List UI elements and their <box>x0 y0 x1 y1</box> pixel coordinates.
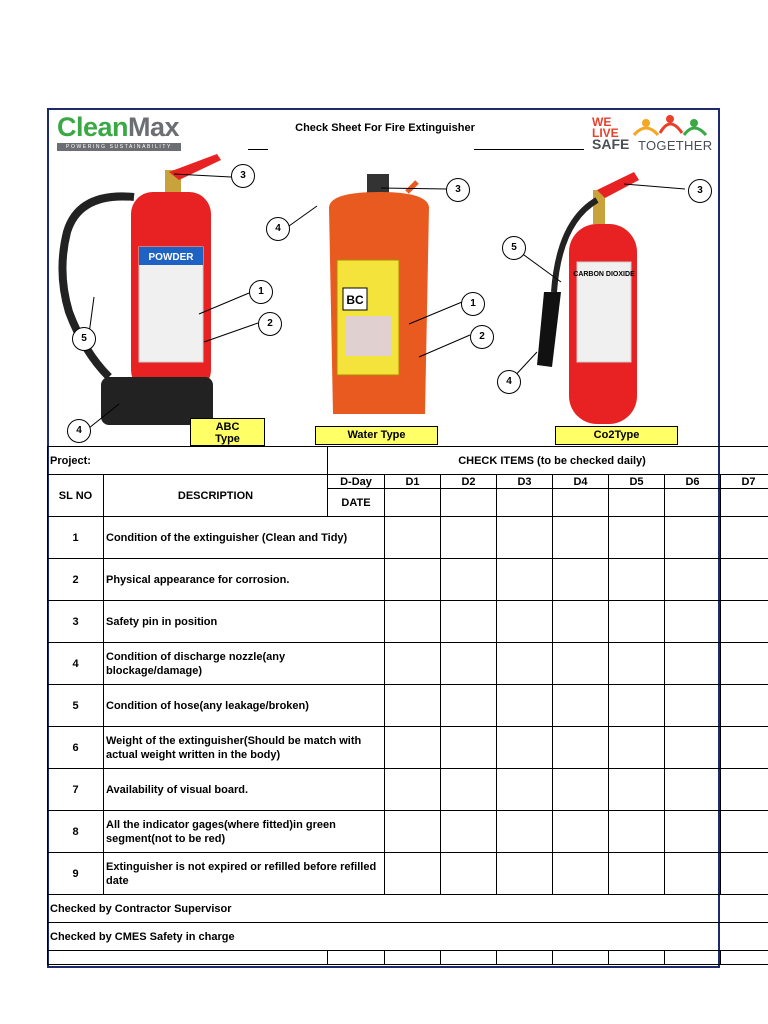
check-cell[interactable] <box>441 559 497 601</box>
date-cell[interactable] <box>721 489 768 517</box>
check-cell[interactable] <box>721 811 768 853</box>
check-cell[interactable] <box>441 601 497 643</box>
co2-label-text: CARBON DIOXIDE <box>573 271 635 278</box>
check-cell[interactable] <box>721 517 768 559</box>
check-cell[interactable] <box>609 769 665 811</box>
check-cell[interactable] <box>497 811 553 853</box>
slogan-safe: SAFE <box>592 136 630 152</box>
check-cell[interactable] <box>553 517 609 559</box>
check-cell[interactable] <box>441 643 497 685</box>
check-cell[interactable] <box>553 559 609 601</box>
callout-water-2: 2 <box>470 325 494 349</box>
col-header-dday: D-Day <box>328 475 385 489</box>
logo-tagline: POWERING SUSTAINABILITY <box>57 143 181 151</box>
date-cell[interactable] <box>385 489 441 517</box>
table-row <box>48 685 768 727</box>
row-description: Condition of the extinguisher (Clean and Tidy) <box>104 517 385 559</box>
check-cell[interactable] <box>665 601 721 643</box>
check-cell[interactable] <box>441 853 497 895</box>
check-cell[interactable] <box>385 811 441 853</box>
check-cell[interactable] <box>665 727 721 769</box>
check-cell[interactable] <box>497 769 553 811</box>
row-sl-no: 4 <box>48 643 104 685</box>
contractor-signoff-row <box>48 895 768 923</box>
extinguisher-figures <box>49 152 718 447</box>
check-cell[interactable] <box>385 559 441 601</box>
check-cell[interactable] <box>497 559 553 601</box>
row-description: Physical appearance for corrosion. <box>104 559 385 601</box>
we-live-safe-together-logo <box>590 113 715 153</box>
check-cell[interactable] <box>721 685 768 727</box>
callout-abc-4: 4 <box>67 419 91 443</box>
abc-type-label: ABC Type <box>190 418 265 446</box>
check-items-table <box>47 446 768 965</box>
check-items-heading: CHECK ITEMS (to be checked daily) <box>328 447 768 475</box>
check-cell[interactable] <box>665 769 721 811</box>
callout-water-4: 4 <box>266 217 290 241</box>
table-row <box>48 559 768 601</box>
check-cell[interactable] <box>609 517 665 559</box>
check-cell[interactable] <box>721 643 768 685</box>
slogan-together: TOGETHER <box>638 138 713 153</box>
col-header-day: D5 <box>609 475 665 489</box>
abc-label-text: POWDER <box>148 252 194 263</box>
check-cell[interactable] <box>721 853 768 895</box>
check-cell[interactable] <box>385 769 441 811</box>
check-cell[interactable] <box>721 601 768 643</box>
col-header-day: D2 <box>441 475 497 489</box>
row-sl-no: 1 <box>48 517 104 559</box>
row-description: Safety pin in position <box>104 601 385 643</box>
check-cell[interactable] <box>609 643 665 685</box>
check-cell[interactable] <box>609 853 665 895</box>
check-cell[interactable] <box>553 601 609 643</box>
callout-abc-3: 3 <box>231 164 255 188</box>
row-sl-no: 9 <box>48 853 104 895</box>
check-cell[interactable] <box>665 811 721 853</box>
check-cell[interactable] <box>665 643 721 685</box>
header-row-1 <box>48 475 768 489</box>
check-cell[interactable] <box>609 559 665 601</box>
check-cell[interactable] <box>553 811 609 853</box>
check-cell[interactable] <box>385 853 441 895</box>
check-cell[interactable] <box>385 517 441 559</box>
title-underline-left <box>248 149 268 150</box>
check-cell[interactable] <box>497 853 553 895</box>
check-cell[interactable] <box>385 601 441 643</box>
check-cell[interactable] <box>553 853 609 895</box>
page-title: Check Sheet For Fire Extinguisher <box>295 122 475 134</box>
table-row <box>48 643 768 685</box>
check-cell[interactable] <box>441 685 497 727</box>
col-header-day: D4 <box>553 475 609 489</box>
check-cell[interactable] <box>385 643 441 685</box>
cleanmax-logo <box>57 114 187 150</box>
checked-by-cmes-label: Checked by CMES Safety in charge <box>48 923 768 951</box>
check-cell[interactable] <box>441 769 497 811</box>
row-sl-no: 5 <box>48 685 104 727</box>
callout-abc-5: 5 <box>72 327 96 351</box>
check-cell[interactable] <box>385 727 441 769</box>
check-cell[interactable] <box>441 727 497 769</box>
date-cell[interactable] <box>553 489 609 517</box>
check-cell[interactable] <box>665 685 721 727</box>
callout-abc-2: 2 <box>258 312 282 336</box>
logo-clean-text: Clean <box>57 112 129 142</box>
callout-co2-4: 4 <box>497 370 521 394</box>
slogan-we: WE <box>592 115 612 129</box>
row-sl-no: 2 <box>48 559 104 601</box>
check-cell[interactable] <box>497 601 553 643</box>
co2-extinguisher-icon <box>537 172 639 424</box>
cmes-signoff-row <box>48 923 768 951</box>
date-cell[interactable] <box>497 489 553 517</box>
check-cell[interactable] <box>497 643 553 685</box>
title-underline-right <box>474 149 584 150</box>
col-header-day: D6 <box>665 475 721 489</box>
callout-water-1: 1 <box>461 292 485 316</box>
row-sl-no: 7 <box>48 769 104 811</box>
row-description: Weight of the extinguisher(Should be match with actual weight written in the body) <box>104 727 385 769</box>
check-cell[interactable] <box>553 643 609 685</box>
check-cell[interactable] <box>441 811 497 853</box>
table-row <box>48 517 768 559</box>
check-cell[interactable] <box>497 685 553 727</box>
check-cell[interactable] <box>385 685 441 727</box>
check-cell[interactable] <box>609 727 665 769</box>
row-description: Extinguisher is not expired or refilled before refilled date <box>104 853 385 895</box>
table-row <box>48 769 768 811</box>
project-row <box>48 447 768 475</box>
row-sl-no: 6 <box>48 727 104 769</box>
check-cell[interactable] <box>665 517 721 559</box>
row-sl-no: 8 <box>48 811 104 853</box>
water-extinguisher-icon <box>329 174 429 414</box>
col-header-date: DATE <box>328 489 385 517</box>
check-cell[interactable] <box>609 811 665 853</box>
table-row <box>48 601 768 643</box>
co2-type-label: Co2Type <box>555 426 678 445</box>
checked-by-contractor-label: Checked by Contractor Supervisor <box>48 895 768 923</box>
callout-co2-3: 3 <box>688 179 712 203</box>
col-header-slno: SL NO <box>48 475 104 517</box>
check-cell[interactable] <box>553 727 609 769</box>
check-cell[interactable] <box>721 727 768 769</box>
check-cell[interactable] <box>665 559 721 601</box>
check-cell[interactable] <box>553 769 609 811</box>
water-label-text: BC <box>346 293 364 307</box>
table-row <box>48 811 768 853</box>
slogan-live: LIVE <box>592 126 619 140</box>
check-cell[interactable] <box>721 559 768 601</box>
col-header-description: DESCRIPTION <box>104 475 328 517</box>
date-cell[interactable] <box>609 489 665 517</box>
check-cell[interactable] <box>609 601 665 643</box>
check-cell[interactable] <box>665 853 721 895</box>
row-description: Condition of discharge nozzle(any blockage/damage) <box>104 643 385 685</box>
callout-co2-5: 5 <box>502 236 526 260</box>
callout-abc-1: 1 <box>249 280 273 304</box>
check-cell[interactable] <box>497 727 553 769</box>
check-cell[interactable] <box>497 517 553 559</box>
row-sl-no: 3 <box>48 601 104 643</box>
row-description: All the indicator gages(where fitted)in green segment(not to be red) <box>104 811 385 853</box>
project-label: Project: <box>48 447 328 475</box>
water-type-label: Water Type <box>315 426 438 445</box>
blank-row <box>48 951 768 965</box>
row-description: Availability of visual board. <box>104 769 385 811</box>
check-cell[interactable] <box>441 517 497 559</box>
check-cell[interactable] <box>721 769 768 811</box>
check-cell[interactable] <box>553 685 609 727</box>
date-cell[interactable] <box>441 489 497 517</box>
table-row <box>48 727 768 769</box>
col-header-day: D3 <box>497 475 553 489</box>
check-cell[interactable] <box>609 685 665 727</box>
callout-water-3: 3 <box>446 178 470 202</box>
date-cell[interactable] <box>665 489 721 517</box>
check-item-rows <box>48 517 768 895</box>
row-description: Condition of hose(any leakage/broken) <box>104 685 385 727</box>
abc-extinguisher-icon <box>62 154 221 425</box>
logo-max-text: Max <box>128 112 180 142</box>
col-header-day: D7 <box>721 475 768 489</box>
table-row <box>48 853 768 895</box>
col-header-day: D1 <box>385 475 441 489</box>
